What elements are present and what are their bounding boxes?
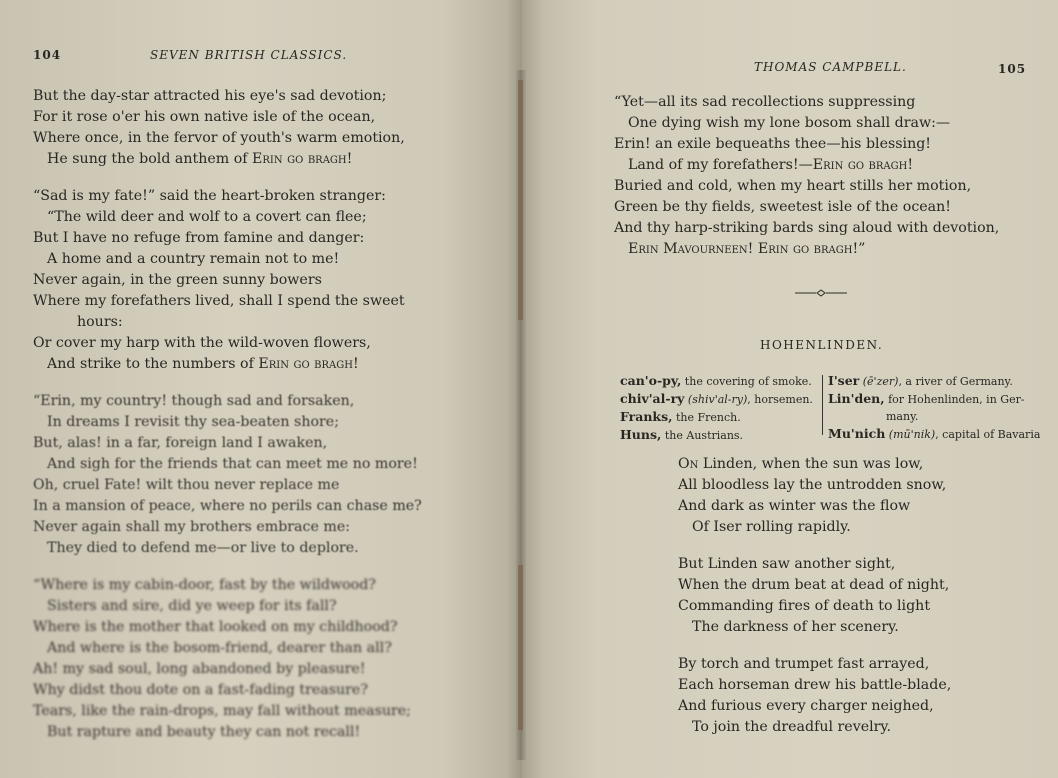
line-text: By torch and trumpet fast arrayed, <box>678 656 930 672</box>
glossary-pronunciation: (mū'nik) <box>885 428 936 441</box>
line-text: “The wild deer and wolf to a covert can flee; <box>47 209 367 225</box>
glossary-entry <box>620 426 813 444</box>
line-small-caps: Erin go bragh <box>252 151 347 167</box>
verse-line <box>33 412 422 433</box>
right-page-number: 105 <box>998 62 1027 76</box>
verse-line <box>33 617 422 638</box>
verse-line <box>33 149 422 170</box>
verse-line <box>33 186 422 207</box>
line-text: But the day-star attracted his eye's sad devotion; <box>33 88 387 104</box>
right-stanza <box>614 92 999 260</box>
verse-line <box>33 128 422 149</box>
glossary-definition: for Hohenlinden, in Ger- <box>884 393 1025 406</box>
line-text: Where is the mother that looked on my childhood? <box>33 619 398 635</box>
line-suffix: ! <box>346 151 353 167</box>
verse-line <box>678 654 951 675</box>
verse-line <box>614 113 999 134</box>
line-text: Each horseman drew his battle-blade, <box>678 677 952 693</box>
line-text: And thy harp-striking bards sing aloud with devotion, <box>614 220 1000 236</box>
verse-line <box>614 92 999 113</box>
line-text: Green be thy fields, sweetest isle of the ocean! <box>614 199 951 215</box>
line-text: When the drum beat at dead of night, <box>678 577 950 593</box>
glossary-entry <box>620 372 813 390</box>
line-suffix: !” <box>852 241 866 257</box>
glossary-term: Huns, <box>620 427 662 442</box>
right-page <box>522 0 1058 778</box>
verse-line <box>33 391 422 412</box>
glossary-entry <box>828 425 1040 443</box>
line-text: A home and a country remain not to me! <box>47 251 340 267</box>
right-running-head: THOMAS CAMPBELL. <box>754 60 907 74</box>
verse-line <box>614 176 999 197</box>
line-text: “Yet—all its sad recollections suppressing <box>614 94 916 110</box>
line-text: Land of my forefathers!— <box>628 157 813 173</box>
glossary-definition: , a river of Germany. <box>898 375 1013 388</box>
verse-line <box>33 517 422 538</box>
poem-title: HOHENLINDEN. <box>760 338 884 352</box>
verse-line <box>33 575 422 596</box>
line-text: And sigh for the friends that can meet me no more! <box>47 456 418 472</box>
verse-line <box>33 228 422 249</box>
line-text: And dark as winter was the flow <box>678 498 911 514</box>
line-small-caps: Erin go bragh <box>812 157 908 173</box>
verse-line <box>678 617 951 638</box>
glossary-definition: , horsemen. <box>747 393 813 406</box>
line-text: Of Iser rolling rapidly. <box>692 519 851 535</box>
verse-line <box>33 659 422 680</box>
verse-line <box>678 475 951 496</box>
line-small-caps: Erin Mavourneen! Erin go bragh <box>628 241 853 257</box>
binding-thread <box>518 80 523 320</box>
verse-line <box>33 722 422 743</box>
line-text: Ah! my sad soul, long abandoned by pleasure! <box>33 661 366 677</box>
verse-line <box>614 155 999 176</box>
glossary-term: can'o-py, <box>620 373 682 388</box>
line-text: And furious every charger neighed, <box>678 698 934 714</box>
verse-line <box>678 717 951 738</box>
hohenlinden-verse <box>678 454 951 754</box>
glossary-definition: the French. <box>672 411 741 424</box>
verse-line <box>33 333 422 354</box>
left-stanza <box>33 575 422 743</box>
left-stanza <box>33 391 422 559</box>
verse-line <box>678 517 951 538</box>
line-suffix: ! <box>907 157 914 173</box>
line-text: In a mansion of peace, where no perils can chase me? <box>33 498 422 514</box>
verse-line <box>678 696 951 717</box>
glossary-entry <box>828 408 1040 425</box>
verse-line <box>33 454 422 475</box>
left-page <box>0 0 522 778</box>
verse-line <box>33 596 422 617</box>
line-text: Tears, like the rain-drops, may fall without measure; <box>33 703 411 719</box>
glossary-pronunciation: (ē'zer) <box>859 375 899 388</box>
line-text: To join the dreadful revelry. <box>692 719 892 735</box>
verse-line <box>33 433 422 454</box>
left-page-number: 104 <box>33 48 62 62</box>
poem-stanza <box>678 654 951 738</box>
line-small-caps: Erin go bragh <box>258 356 353 372</box>
line-text: They died to defend me—or live to deplore. <box>47 540 359 556</box>
line-text: He sung the bold anthem of <box>47 151 253 167</box>
glossary-pronunciation: (shiv'al-ry) <box>684 393 748 406</box>
line-text: Where my forefathers lived, shall I spend the sweet <box>33 293 405 309</box>
glossary-definition: the Austrians. <box>661 429 744 442</box>
glossary-entry <box>620 408 813 426</box>
glossary-right <box>828 372 1040 443</box>
line-text: But rapture and beauty they can not recall! <box>47 724 361 740</box>
left-stanza <box>33 86 422 170</box>
line-text: “Where is my cabin-door, fast by the wildwood? <box>33 577 376 593</box>
line-text: And strike to the numbers of <box>47 356 259 372</box>
line-text: In dreams I revisit thy sea-beaten shore; <box>47 414 339 430</box>
verse-line <box>33 291 422 312</box>
line-text: Erin! an exile bequeaths thee—his blessing! <box>614 136 932 152</box>
verse-line <box>33 701 422 722</box>
glossary-entry <box>828 372 1040 390</box>
line-text: hours: <box>77 314 123 330</box>
verse-line <box>33 86 422 107</box>
line-small-caps: On <box>678 456 699 472</box>
verse-line <box>33 496 422 517</box>
verse-line <box>33 312 422 333</box>
line-text: All bloodless lay the untrodden snow, <box>678 477 947 493</box>
verse-line <box>614 134 999 155</box>
line-text: Never again shall my brothers embrace me: <box>33 519 351 535</box>
line-text: One dying wish my lone bosom shall draw:— <box>628 115 951 131</box>
line-text: Never again, in the green sunny bowers <box>33 272 322 288</box>
ornament-divider <box>795 288 847 298</box>
left-running-head: SEVEN BRITISH CLASSICS. <box>150 48 348 62</box>
line-text: Sisters and sire, did ye weep for its fall? <box>47 598 337 614</box>
glossary-entry <box>620 390 813 408</box>
verse-line <box>678 554 951 575</box>
binding-thread <box>518 565 523 730</box>
line-text: Why didst thou dote on a fast-fading treasure? <box>33 682 368 698</box>
line-text: Or cover my harp with the wild-woven flowers, <box>33 335 371 351</box>
line-text: “Erin, my country! though sad and forsaken, <box>33 393 355 409</box>
left-verse-block <box>33 86 422 759</box>
glossary-entry <box>828 390 1040 408</box>
line-suffix: Linden, when the sun was low, <box>698 456 924 472</box>
glossary-term: chiv'al-ry <box>620 391 685 406</box>
verse-line <box>33 475 422 496</box>
glossary-term: Franks, <box>620 409 673 424</box>
glossary-term: Mu'nich <box>828 426 886 441</box>
line-text: For it rose o'er his own native isle of the ocean, <box>33 109 376 125</box>
glossary-divider <box>822 375 823 435</box>
glossary-definition: , capital of Bavaria <box>935 428 1041 441</box>
line-suffix: ! <box>352 356 359 372</box>
verse-line <box>678 454 951 475</box>
glossary-definition: the covering of smoke. <box>681 375 812 388</box>
verse-line <box>33 107 422 128</box>
line-text: But I have no refuge from famine and danger: <box>33 230 365 246</box>
left-stanza <box>33 186 422 375</box>
verse-line <box>33 249 422 270</box>
glossary-left <box>620 372 813 444</box>
verse-line <box>678 596 951 617</box>
verse-line <box>614 218 999 239</box>
verse-line <box>614 239 999 260</box>
verse-line <box>33 270 422 291</box>
poem-stanza <box>678 454 951 538</box>
line-text: And where is the bosom-friend, dearer than all? <box>47 640 392 656</box>
verse-line <box>33 638 422 659</box>
line-text: Buried and cold, when my heart stills her motion, <box>614 178 972 194</box>
verse-line <box>678 496 951 517</box>
line-text: Commanding fires of death to light <box>678 598 931 614</box>
verse-line <box>33 680 422 701</box>
verse-line <box>678 575 951 596</box>
right-closing-stanza <box>614 92 999 276</box>
verse-line <box>614 197 999 218</box>
verse-line <box>33 207 422 228</box>
glossary-term: Lin'den, <box>828 391 885 406</box>
line-text: Oh, cruel Fate! wilt thou never replace me <box>33 477 340 493</box>
line-text: But, alas! in a far, foreign land I awaken, <box>33 435 328 451</box>
verse-line <box>33 538 422 559</box>
line-text: The darkness of her scenery. <box>692 619 899 635</box>
glossary-definition: many. <box>886 410 919 423</box>
verse-line <box>33 354 422 375</box>
line-text: But Linden saw another sight, <box>678 556 896 572</box>
poem-stanza <box>678 554 951 638</box>
line-text: Where once, in the fervor of youth's warm emotion, <box>33 130 405 146</box>
verse-line <box>678 675 951 696</box>
glossary-term: I'ser <box>828 373 860 388</box>
line-text: “Sad is my fate!” said the heart-broken stranger: <box>33 188 386 204</box>
